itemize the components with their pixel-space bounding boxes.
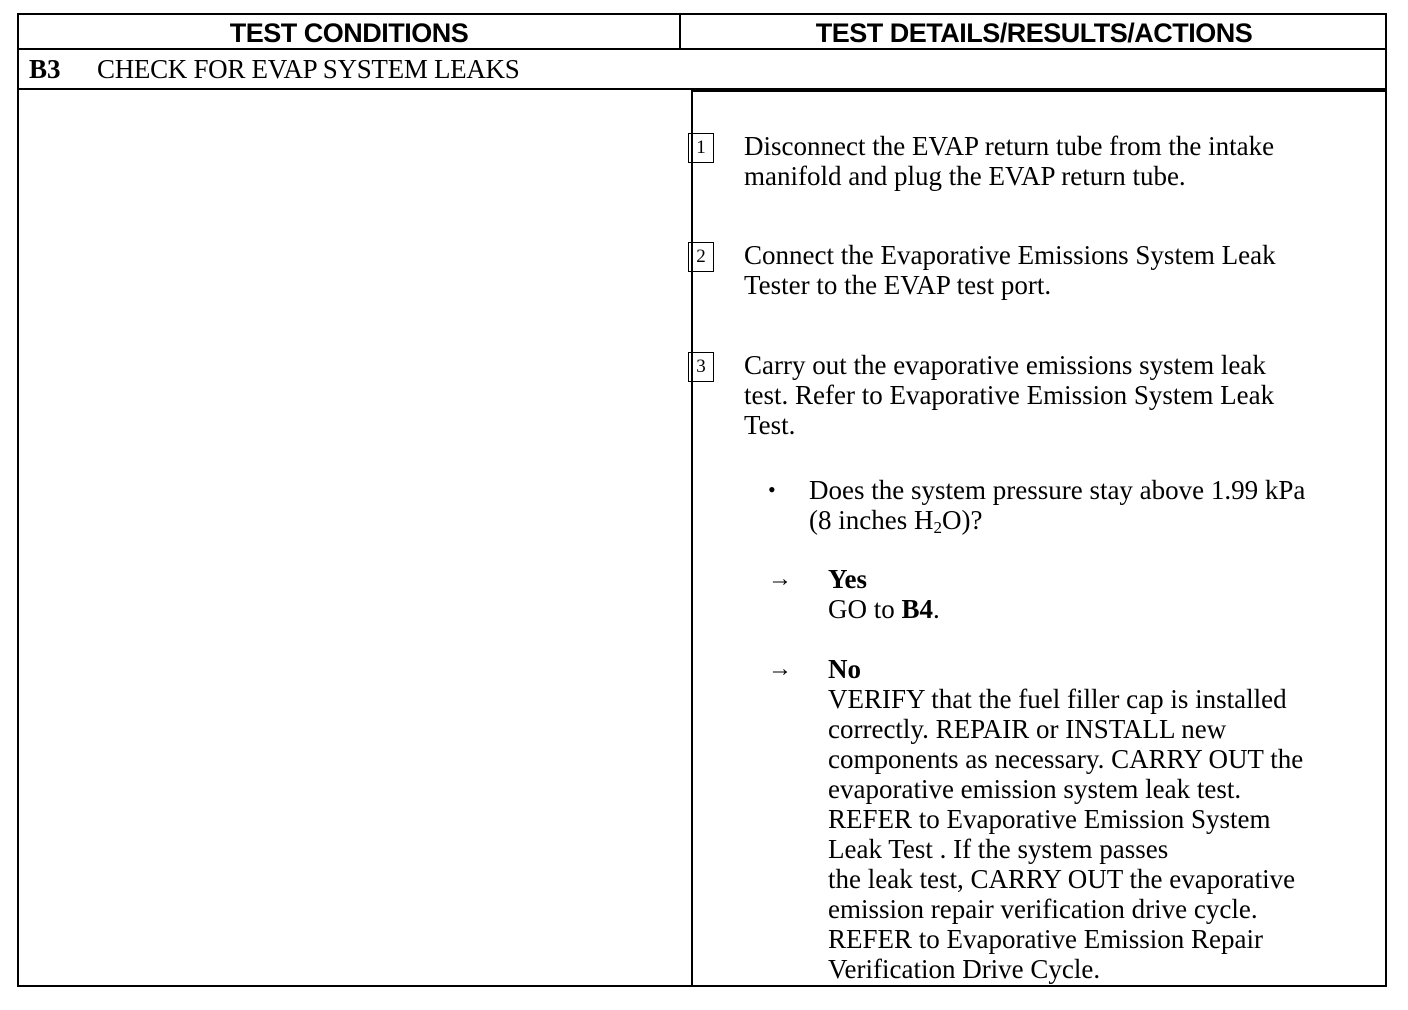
outcome-no-line: the leak test, CARRY OUT the evaporative xyxy=(828,864,1296,894)
step-line: test. Refer to Evaporative Emission System Leak xyxy=(744,380,1275,410)
section-title: CHECK FOR EVAP SYSTEM LEAKS xyxy=(97,54,520,84)
question-text xyxy=(809,475,1369,535)
outcome-yes xyxy=(828,564,1368,624)
bullet-icon: • xyxy=(768,477,776,502)
step-number-box: 3 xyxy=(688,352,714,382)
outcome-no-line: VERIFY that the fuel filler cap is installed xyxy=(828,684,1287,714)
outcome-no-line: correctly. REPAIR or INSTALL new xyxy=(828,714,1227,744)
question-line-2-text: (8 inches H xyxy=(809,505,934,535)
step-line: Disconnect the EVAP return tube from the intake xyxy=(744,131,1275,161)
outcome-no-line: Leak Test . If the system passes xyxy=(828,834,1169,864)
outcome-yes-label: Yes xyxy=(828,564,867,594)
column-divider xyxy=(691,90,693,987)
section-id: B3 xyxy=(29,54,61,84)
section-heading-row xyxy=(19,50,1385,90)
step-number-box: 1 xyxy=(688,133,714,163)
step-line: manifold and plug the EVAP return tube. xyxy=(744,161,1186,191)
details-top-rule xyxy=(691,90,1387,92)
outcome-no-line: evaporative emission system leak test. xyxy=(828,774,1242,804)
step-line: Connect the Evaporative Emissions System Leak xyxy=(744,240,1276,270)
question-line-2 xyxy=(809,505,1369,535)
step-text xyxy=(744,131,1344,191)
step-number-box: 2 xyxy=(688,242,714,272)
step-line: Test. xyxy=(744,410,796,440)
outcome-no xyxy=(828,654,1368,984)
question-line-2-end: O)? xyxy=(941,505,983,535)
outcome-no-line: emission repair verification drive cycle. xyxy=(828,894,1258,924)
outcome-no-line: components as necessary. CARRY OUT the xyxy=(828,744,1304,774)
header-test-details: TEST DETAILS/RESULTS/ACTIONS xyxy=(815,18,1253,48)
goto-target-link[interactable]: B4 xyxy=(901,594,934,624)
header-test-conditions: TEST CONDITIONS xyxy=(229,18,469,48)
outcome-no-line: Verification Drive Cycle. xyxy=(828,954,1101,984)
question-line-1: Does the system pressure stay above 1.99 kPa xyxy=(809,475,1306,505)
outcome-no-line: REFER to Evaporative Emission System xyxy=(828,804,1271,834)
outcome-no-label: No xyxy=(828,654,861,684)
step-text xyxy=(744,240,1344,300)
step-text xyxy=(744,350,1344,440)
outcome-yes-action-end: . xyxy=(933,594,940,624)
arrow-right-icon: → xyxy=(768,656,792,682)
outcome-yes-action xyxy=(828,594,1368,624)
outcome-yes-action-text: GO to xyxy=(828,594,902,624)
outcome-no-line: REFER to Evaporative Emission Repair xyxy=(828,924,1263,954)
step-line: Tester to the EVAP test port. xyxy=(744,270,1052,300)
subscript-2: 2 xyxy=(933,518,942,537)
step-line: Carry out the evaporative emissions system leak xyxy=(744,350,1266,380)
table-header-row xyxy=(19,15,1385,50)
arrow-right-icon: → xyxy=(768,566,792,592)
